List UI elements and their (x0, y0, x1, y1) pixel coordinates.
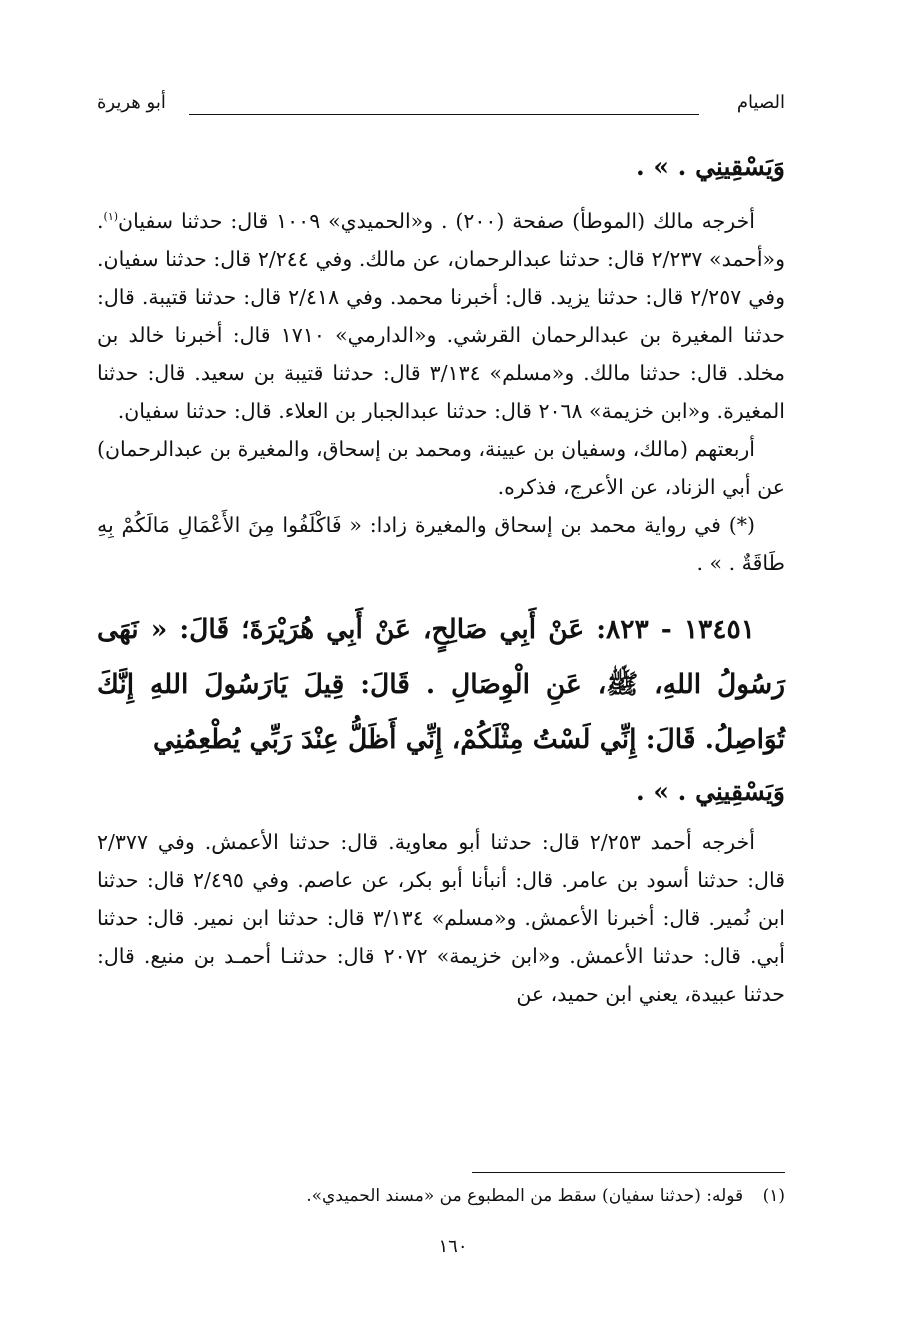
previous-hadith-ending: وَيَسْقِينِي . » . (635, 152, 785, 181)
takhrij-1-continuation: . و«أحمد» ٢/٢٣٧ قال: حدثنا عبدالرحمان، عن مالك. وفي ٢/٢٤٤ قال: حدثنا سفيان. وفي ٢/٢٥٧ قال: حدثنا يزيد. قال: أخبرنا محمد. وفي ٢/٤١٨ قال: حدثنا قتيبة. قال: حدثنا المغيرة بن عبدالرحمان القرشي. و«الدارمي» ١٧١٠ قال: أخبرنا خالد بن مخلد. قال: حدثنا مالك. و«مسلم» ٣/١٣٤ قال: حدثنا قتيبة بن سعيد. قال: حدثنا المغيرة. و«ابن خزيمة» ٢٠٦٨ قال: حدثنا عبدالجبار بن العلاء. قال: حدثنا سفيان. (97, 208, 786, 423)
footnote-reference: (١) (103, 210, 119, 223)
narrator-title: أبو هريرة (97, 92, 166, 113)
footnote-number: (١) (762, 1186, 785, 1206)
header-rule (189, 114, 699, 115)
hadith-text: ١٣٤٥١ - ٨٢٣: عَنْ أَبِي صَالِحٍ، عَنْ أَبِي هُرَيْرَةَ؛ قَالَ: « نَهَى رَسُولُ اللهِ، ﷺ، عَنِ الْوِصَالِ . قَالَ: قِيلَ يَارَسُولَ اللهِ إِنَّكَ تُوَاصِلُ. قَالَ: إِنِّي لَسْتُ مِثْلَكُمْ، إِنِّي أَظَلُّ عِنْدَ رَبِّي يُطْعِمُنِي (97, 613, 785, 755)
page-number: ١٦٠ (438, 1236, 468, 1257)
footnote-rule (472, 1172, 785, 1173)
takhrij-paragraph-1 (97, 198, 785, 430)
takhrij-paragraph-2: أخرجه أحمد ٢/٢٥٣ قال: حدثنا أبو معاوية. قال: حدثنا الأعمش. وفي ٢/٣٧٧ قال: حدثنا أسود بن عامر. قال: أنبأنا أبو بكر، عن عاصم. وفي ٢/٤٩٥ قال: حدثنا ابن نُمير. قال: أخبرنا الأعمش. و«مسلم» ٣/١٣٤ قال: حدثنا ابن نمير. قال: حدثنا أبي. قال: حدثنا الأعمش. و«ابن خزيمة» ٢٠٧٢ قال: حدثنـا أحمـد بن منيع. قال: حدثنا عبيدة، يعني ابن حميد، عن (97, 829, 785, 1006)
narrators-paragraph: أربعتهم (مالك، وسفيان بن عيينة، ومحمد بن إسحاق، والمغيرة بن عبدالرحمان) عن أبي الزناد، عن الأعرج، فذكره. (97, 436, 785, 499)
chapter-title: الصيام (736, 92, 785, 113)
footnote (97, 1186, 785, 1206)
footnote-text: قوله: (حدثنا سفيان) سقط من المطبوع من «مسند الحميدي». (306, 1186, 744, 1206)
takhrij-1-text: أخرجه مالك (الموطأ) صفحة (٢٠٠) . و«الحميدي» ١٠٠٩ قال: حدثنا سفيان (118, 208, 755, 233)
page-body (97, 142, 785, 1013)
hadith-ending: وَيَسْقِينِي . » . (635, 776, 785, 806)
addition-note: (*) في رواية محمد بن إسحاق والمغيرة زادا: « فَاكْلَفُوا مِنَ الأَعْمَالِ مَالَكُمْ بِهِ طَاقَةٌ . » . (97, 512, 785, 575)
page-header (97, 92, 785, 120)
